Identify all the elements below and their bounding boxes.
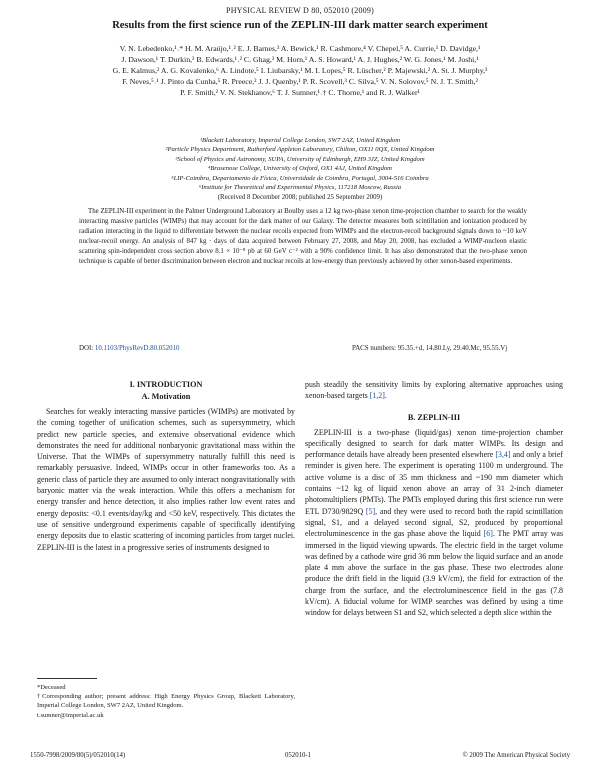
continued-text: push steadily the sensitivity limits by exploring alternative approaches using xenon-based targets: [305, 380, 563, 401]
affiliation-list: [40, 136, 560, 192]
citation-link[interactable]: [3,4]: [495, 450, 511, 460]
subsection-heading-zeplin: B. ZEPLIN-III: [407, 412, 461, 422]
doi-pacs-line: [79, 345, 527, 352]
affiliation: ⁵LIP-Coimbra, Departamento de Física, Universidade de Coimbra, Portugal, 3004-516 Coimbra: [171, 174, 429, 182]
doi-label: DOI:: [79, 345, 94, 352]
author-line: P. F. Smith,² V. N. Stekhanov,⁶ T. J. Sumner,¹˒† C. Thorne,¹ and R. J. Walker¹: [180, 88, 420, 97]
citation-link[interactable]: [5]: [365, 506, 376, 516]
affiliation: ³School of Physics and Astronomy, SUPA, University of Edinburgh, EH9 3JZ, United Kingdom: [175, 155, 425, 163]
section-heading-introduction: I. INTRODUCTION: [129, 380, 203, 389]
author-line: V. N. Lebedenko,¹˒* H. M. Araújo,¹˒² E. J. Barnes,³ A. Bewick,¹ R. Cashmore,⁴ V. Chepel,⁵ A. Currie,¹ D. Davidge,¹: [119, 44, 481, 53]
journal-header: PHYSICAL REVIEW D 80, 052010 (2009): [226, 6, 374, 15]
subsection-heading-motivation: A. Motivation: [141, 392, 191, 401]
footnotes: [37, 683, 295, 720]
doi-link[interactable]: 10.1103/PhysRevD.80.052010: [94, 345, 180, 352]
affiliation: ²Particle Physics Department, Rutherford Appleton Laboratory, Chilton, OX11 0QX, United Kingdom: [165, 146, 435, 154]
author-line: F. Neves,⁵˒¹ J. Pinto da Cunha,⁵ R. Preece,² J. J. Quenby,¹ P. R. Scovell,³ C. Silva,⁵ V. N. Solovov,⁵ N. J. T. Smith,²: [122, 77, 478, 86]
footnote-deceased: *Deceased: [37, 684, 66, 691]
pacs-numbers: PACS numbers: 95.35.+d, 14.80.Ly, 29.40.Mc, 95.55.Vj: [352, 345, 508, 352]
left-column: [37, 379, 295, 553]
abstract: The ZEPLIN-III experiment in the Palmer Underground Laboratory at Boulby uses a 12 kg two-phase xenon time-projection chamber to search for the weakly interacting massive particles (WIMPs) that may account for the dark matter of our Galaxy. The detector measures both scintillation and ionization produced by radiation interacting in the liquid to differentiate between the nuclear recoils expected from WIMPs and the electron-recoil background signals down to ~10 keV nuclear-recoil energy. An analysis of 847 kg · days of data acquired between February 27, 2008, and May 20, 2008, has excluded a WIMP-nucleon elastic scattering spin-independent cross section above 8.1 × 10⁻⁸ pb at 60 GeV c⁻² with a 90% confidence limit. It has also demonstrated that the two-phase xenon technique is capable of better discrimination between electron and nuclear recoils at low-energy than previously achieved by other xenon-based experiments.: [79, 208, 527, 265]
continued-text-end: .: [384, 391, 387, 401]
affiliation: ⁶Institute for Theoretical and Experimental Physics, 117218 Moscow, Russia: [198, 184, 402, 192]
affiliation: ¹Blackett Laboratory, Imperial College London, SW7 2AZ, United Kingdom: [200, 137, 400, 144]
zeplin-text: , and they were used to record both the rapid scintillation signal, S1, and a delayed second signal, S2, produced by proportional electroluminescence in the gas phase above the liquid: [305, 506, 563, 539]
footnote-divider: [37, 678, 97, 679]
author-list: [18, 43, 582, 98]
footnote-corresponding-author: †Corresponding author; present address: High Energy Physics Group, Blackett Laboratory, Imperial College London, SW7 2AZ, United Kingdom.: [37, 693, 295, 710]
footnote-email[interactable]: t.sumner@imperial.ac.uk: [37, 711, 104, 719]
affiliation: ⁴Brasenose College, University of Oxford, OX1 4AJ, United Kingdom: [208, 165, 392, 173]
continued-paragraph: [305, 379, 563, 402]
footer-copyright: © 2009 The American Physical Society: [462, 752, 570, 759]
zeplin-paragraph: [305, 427, 563, 619]
citation-link[interactable]: [1,2]: [369, 391, 385, 401]
motivation-paragraph: Searches for weakly interacting massive particles (WIMPs) are motivated by the coming together of unification schemes, such as supersymmetry, which predict new particle species, and extensive observational evidence which demonstrates the need for additional nonbaryonic gravitational mass within the Universe. That the WIMPs of supersymmetry naturally fulfill this need is remarkably persuasive. Indeed, WIMPs occur in other frameworks too. As a generic class of particle they are assumed to only interact nongravitationally with baryonic matter via the weak interaction. While this offers a mechanism for energy transfer and hence detection, it also implies rather low event rates and energy deposits: <0.1 events/day/kg and <50 keV, respectively. This dictates the use of sensitive underground experiments capable of specifically identifying energy deposits due to elastic scattering of incoming particles from target nuclei. ZEPLIN-III is the latest in a progressive series of instruments designed to: [37, 407, 295, 552]
author-line: J. Dawson,¹ T. Durkin,² B. Edwards,¹˒² C. Ghag,³ M. Horn,¹ A. S. Howard,¹ A. J. Hughes,² W. G. Jones,¹ M. Joshi,¹: [121, 55, 479, 64]
received-dates: (Received 8 December 2008; published 25 September 2009): [217, 194, 383, 201]
zeplin-text: ZEPLIN-III is a two-phase (liquid/gas) xenon time-projection chamber specifically designed to search for dark matter WIMPs. Its design and performance details have already been presented elsewhere: [305, 427, 563, 460]
author-line: G. E. Kalmus,² A. G. Kovalenko,⁶ A. Lindote,⁵ I. Liubarsky,¹ M. I. Lopes,⁵ R. Lüscher,² P. Majewski,² A. St. J. Murphy,³: [112, 66, 488, 75]
citation-link[interactable]: [6]: [483, 529, 493, 539]
right-column: [305, 379, 563, 619]
footer-page-number: 052010-1: [285, 752, 312, 759]
zeplin-text: . The PMT array was immersed in the liquid viewing upwards. The electric field in the target volume was defined by a cathode wire grid 36 mm below the liquid surface and an anode plate 4 mm above the surface in the gas phase. These two electrodes alone produce the drift field in the liquid (3.9 kV/cm), the field for extraction of the charge from the surface, and the electroluminescence field in the gas (7.8 kV/cm). A fiducial volume for WIMP searches was defined by using a time window for delays between S1 and S2, which selected a depth slice within the: [305, 529, 564, 618]
paper-title: Results from the first science run of the ZEPLIN-III dark matter search experiment: [112, 20, 488, 31]
zeplin-text: and only a brief reminder is given here. The experiment is operating 1100 m underground. The active volume is a disc of 35 mm thickness and ~190 mm diameter which contains ~12 kg of liquid xenon above an array of 31 2-inch diameter photomultipliers (PMTs). The PMTs employed during this first science run were ETL D730/9829Q: [305, 450, 563, 516]
footer-issn: 1550-7998/2009/80(5)/052010(14): [30, 752, 126, 759]
